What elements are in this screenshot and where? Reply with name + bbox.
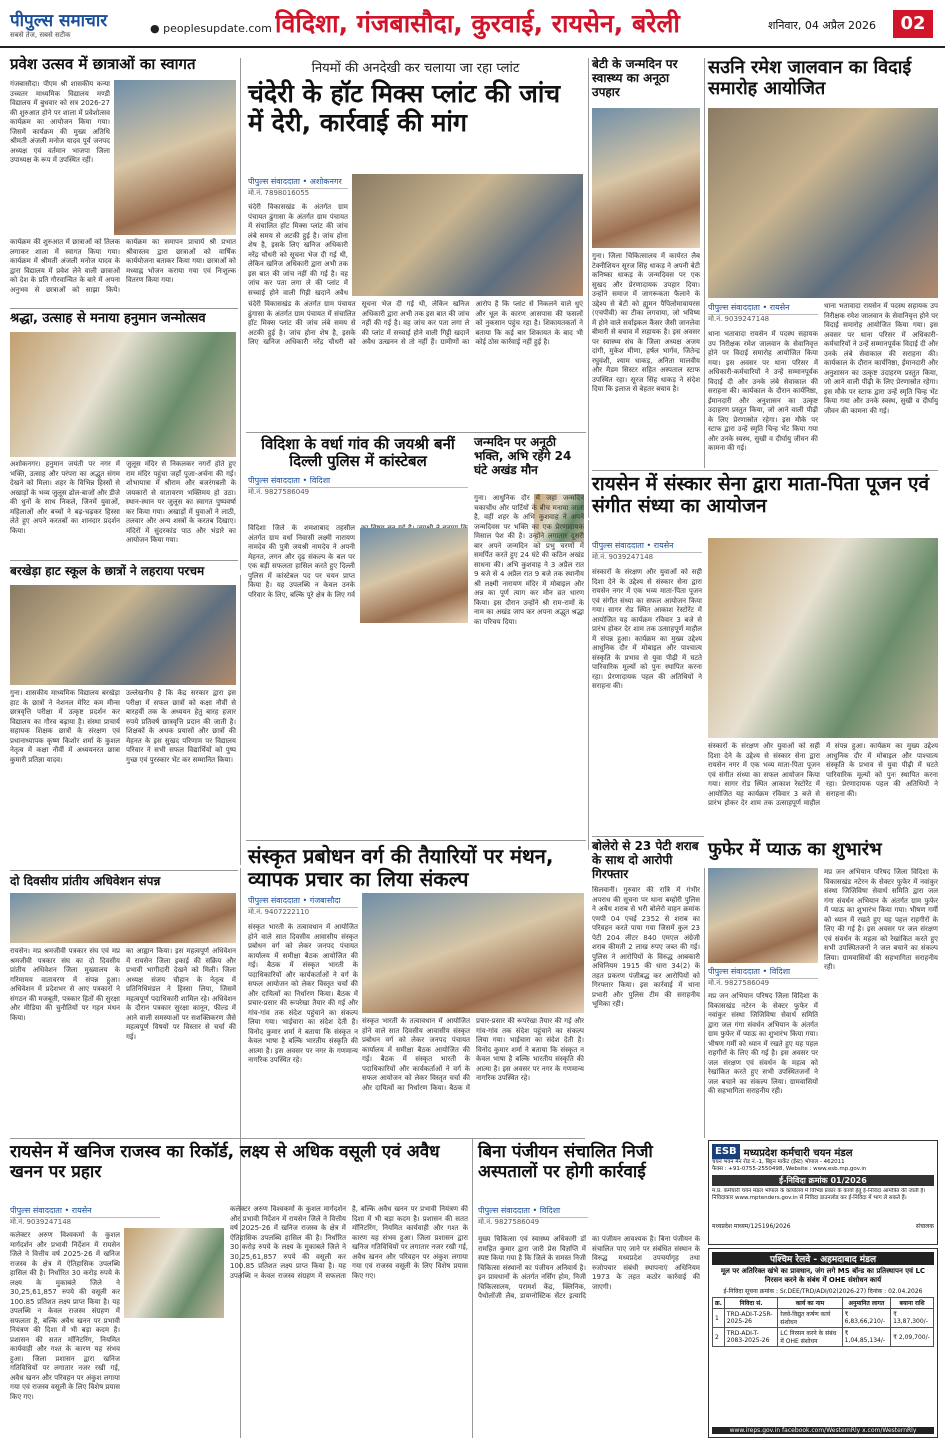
article-lead: गुना। शासकीय माध्यमिक विद्यालय बरखेड़ा हाट के छात्रों ने नेशनल मेरिट कम मीन्स छात्रवृत्ति परीक्षा में उत्कृष्ट प्रदर्शन कर विद्यालय का गौरव बढ़ाया है। संस्था प्राचार्य सहायक शिक्षक छात्रों के संरक्षण एवं प्रधानाध्यापक कृष्ण किशोर शर्मा के कुशल नेतृत्व में कक्षा नौवीं में अध्ययनरत छात्रा कुमारी प्रतिज्ञा यादव।	[10, 689, 120, 764]
website-url[interactable]	[150, 22, 272, 35]
article-ramesh-vidai	[708, 58, 938, 468]
col-header: कार्य का नाम	[778, 1298, 842, 1309]
article-body: कार्यक्रम की शुरुआत में छात्राओं को तिलक लगाकर शाला में स्वागत किया गया। कार्यक्रम में श्रीमती अंजली मनोज यादव के द्वारा विद्यालय में प्रवेश लेने वाली छात्राओं को देश के प्रति गौरवान्वित के बारे में अपना अनुभव से छात्राओं को साझा किये। कार्यक्रम का समापन प्राचार्य श्री प्रभात श्रीवास्तव द्वारा छात्राओं को वार्षिक कार्ययोजना बताकर किया गया। छात्राओं को मध्याह्न भोजन कराया गया एवं निःशुल्क वितरण किया गया।	[10, 238, 236, 294]
ad-title: मध्यप्रदेश कर्मचारी चयन मंडल	[743, 1147, 853, 1159]
col-header: अनुमानित लागत	[842, 1298, 891, 1309]
phone: मो.नं. 9039247148	[592, 553, 654, 561]
phone: मो.नं. 7898016055	[248, 189, 310, 197]
table-row	[713, 1328, 934, 1347]
table-cell: ₹ 1,04,85,134/-	[842, 1328, 891, 1347]
headline: विदिशा के वर्धा गांव की जयश्री बनीं दिल्ली पुलिस में कांस्टेबल	[261, 435, 455, 471]
col-header: निविदा सं.	[724, 1298, 777, 1309]
ad-esb-tender	[708, 1140, 938, 1245]
article-beti-janmdin	[592, 58, 700, 498]
byline: पीपुल्स संवाददाता • गंजबासौदा	[248, 895, 358, 908]
table-cell: रेलवे-विद्युत कर्षण कार्य संशोधन	[778, 1309, 842, 1328]
ad-footer: www.ireps.gov.in facebook.com/WesternRly x.com/WesternRly	[712, 1427, 934, 1434]
article-body: थाना भतावादा रायसेन में पदस्थ सहायक उप निरीक्षक रमेश जालवान के सेवानिवृत्त होने पर विदाई समारोह आयोजित किया गया। इस अवसर पर थाना परिसर में अधिकारी-कर्मचारियों ने उन्हें सम्मानपूर्वक विदाई दी और उनके लंबे सेवाकाल की सराहना की। कार्यकाल के दौरान कार्यनिष्ठा, ईमानदारी और अनुशासन का उत्कृष्ट उदाहरण प्रस्तुत किया, जो आने वाली पीढ़ी के लिए प्रेरणास्रोत रहेगा। इस मौके पर स्टाफ द्वारा उन्हें स्मृति चिन्ह भेंट किया गया और उनके स्वस्थ, सुखी व दीर्घायु जीवन की कामना की गई।	[824, 302, 938, 415]
byline-box	[10, 1205, 160, 1227]
article-bolero-sharab	[592, 840, 700, 1135]
globe-icon: ●	[150, 22, 160, 35]
masthead	[0, 0, 945, 48]
ad-phone: फैक्स : +91-0755-2550498, Website : www.esb.mp.gov.in	[712, 1166, 867, 1172]
ad-sign: संचालक	[915, 1223, 934, 1230]
table-cell: ₹ 6,83,66,210/-	[842, 1309, 891, 1328]
byline: पीपुल्स संवाददाता • रायसेन	[592, 540, 702, 553]
photo-farewell	[708, 108, 938, 298]
phone: मो.नं. 9827586049	[478, 1218, 540, 1226]
article-fufer-pyau	[708, 840, 938, 1130]
table-cell: 2	[713, 1328, 725, 1347]
article-lead: अशोकनगर। हनुमान जयंती पर नगर में भक्ति, उत्साह और परंपरा का अद्भुत संगम देखने को मिला। शहर के विभिन्न हिस्सों से अखाड़ों के भव्य जुलूस ढोल-बाजों और डीजे की धुनों के साथ निकले, जिनमें युवाओं, महिलाओं और बच्चों ने बढ़-चढ़कर हिस्सा लेते हुए अपने करतबों का शानदार प्रदर्शन किया।	[10, 460, 120, 535]
article-hanuman-jayanti	[10, 312, 236, 557]
byline: पीपुल्स संवाददाता • विदिशा	[478, 1205, 588, 1218]
table-cell: TRD-ADI-T-2083-2025-26	[724, 1328, 777, 1347]
headline: दो दिवसीय प्रांतीय अधिवेशन संपन्न	[10, 874, 161, 888]
byline-box	[248, 176, 348, 198]
headline: फुफेर में प्याऊ का शुभारंभ	[708, 839, 882, 860]
article-body: गुना। जिला चिकित्सालय में कार्यरत लैब टेक्नीशियन सूरज सिंह धाकड़ ने अपनी बेटी कनिष्का धाकड़ के जन्मदिवस पर एक सुखद और प्रेरणादायक उपहार दिया। उन्होंने समाज में जागरूकता फैलाने के उद्देश्य से बेटी को ह्यूमन पैपिलोमावायरस (एचपीवी) का टीका लगवाया, जो भविष्य में होने वाले सर्वाइकल कैंसर जैसी जानलेवा बीमारी से बचाव में सहायक है। इस अवसर पर स्वास्थ्य संघ के जिला अध्यक्ष अजय दांगी, मुकेश मीणा, हर्षल भार्गव, जितेन्द्र रघुवंशी, श्याम धाकड़, अनिता मालवीय और मैडम सिस्टर सहित अस्पताल स्टाफ उपस्थित रहा। सूरज सिंह धाकड़ ने संदेश दिया कि इलाज से बेहतर बचाव है।	[592, 252, 700, 393]
ad-ref: ई-निविदा सूचना क्रमांक : Sr.DEE/TRD/ADI/02(2026-27) दिनांक : 02.04.2026	[723, 1288, 923, 1295]
article-lead: रायसेन। मप्र श्रमजीवी पत्रकार संघ एवं मप्र श्रमजीवी पत्रकार संघ का दो दिवसीय प्रांतीय अधिवेशन जिला मुख्यालय के गरिमामय वातावरण में संपन्न हुआ। अधिवेशन में प्रदेशभर से आए पत्रकारों ने संगठन की मजबूती, पत्रकार हितों की सुरक्षा और मीडिया की चुनौतियों पर गहन मंथन किया।	[10, 947, 120, 1022]
headline: संस्कृत प्रबोधन वर्ग की तैयारियों पर मंथन, व्यापक प्रचार का लिया संकल्प	[248, 844, 554, 891]
article-body: सिलवानी। गुरुवार की रात्रि में गंभीर अपराध की सूचना पर थाना बम्होरी पुलिस ने अवैध शराब से भरी बोलेरो वाहन क्रमांक एमपी 04 एचई 2352 से शराब का परिवहन करते पाया गया जिसमें कुल 23 पेटी 204 लीटर 840 एमएल अंग्रेजी शराब कीमती 2 लाख रुपए जब्त की गई। पुलिस ने आरोपियों के विरुद्ध आबकारी अधिनियम 1915 की धारा 34(2) के तहत प्रकरण पंजीबद्ध कर आरोपियों को गिरफ्तार किया। इस कार्रवाई में थाना प्रभारी और पुलिस टीम की सराहनीय भूमिका रही।	[592, 886, 700, 1008]
headline: बेटी के जन्मदिन पर स्वास्थ्य का अनूठा उपहार	[592, 57, 678, 99]
article-body: गुना। आधुनिक दौर में जहां जन्मदिन चकाचौंध और पार्टियों के बीच मनाया जाता है, वहीं शहर के अभि कुशवाह ने अपने जन्मदिवस पर भक्ति का एक प्रेरणादायक मिसाल पेश की है। उन्होंने लगातार दूसरी बार अपने जन्मदिन को प्रभु चरणों में समर्पित करते हुए 24 घंटे की कठिन अखंड साधना की। अभि कुशवाह ने 3 अप्रैल रात 9 बजे से 4 अप्रैल रात 9 बजे तक स्थानीय श्री लक्ष्मी नारायण मंदिर में मोबाइल और अन्न का पूर्ण त्याग कर मौन व्रत धारण किया। इस दौरान उन्होंने श्री राम-रामों के नाम का अखंड जाप कर अपना अद्भुत श्रद्धा का परिचय दिया।	[474, 494, 584, 626]
article-body: कलेक्टर अरुण विश्वकर्मा के कुशल मार्गदर्शन और प्रभावी निर्देशन में रायसेन जिले ने वित्तीय वर्ष 2025-26 में खनिज राजस्व के क्षेत्र में ऐतिहासिक उपलब्धि हासिल की है। निर्धारित 30 करोड़ रुपये के लक्ष्य के मुकाबले जिले ने 30,25,61,857 रुपये की वसूली कर 100.85 प्रतिशत लक्ष्य प्राप्त किया है। यह उपलब्धि न केवल राजस्व संग्रहण में सफलता है, बल्कि अवैध खनन पर प्रभावी नियंत्रण की दिशा में भी बड़ा कदम है। प्रशासन की सतत मॉनिटरिंग, नियमित कार्यवाही और गश्त के कारण यह संभव हुआ। जिला प्रशासन द्वारा खनिज गतिविधियों पर लगातार नजर रखी गई, अवैध खनन और परिवहन पर अंकुश लगाया गया एवं राजस्व वसूली के लिए विशेष प्रयास किए गए।	[230, 1205, 468, 1280]
photo-pujan	[708, 538, 938, 738]
article-barkheda-school	[10, 565, 236, 810]
table-cell: ₹ 2,09,700/-	[891, 1328, 934, 1347]
table-cell: LC निरसन करने के संबंध में OHE संशोधन	[778, 1328, 842, 1347]
photo-jayshree	[360, 528, 468, 623]
article-body: उल्लेखनीय है कि केंद्र सरकार द्वारा इस परीक्षा में सफल छात्रों को कक्षा नौवीं से बारहवीं तक के अध्ययन हेतु बारह हजार रुपये प्रतिवर्ष छात्रवृत्ति प्रदान की जाती है। शिक्षकों के अथक प्रयासों और छात्रों की मेहनत के इस सुखद परिणाम पर विद्यालय परिवार ने सभी सफल विद्यार्थियों को पुष्प गुच्छ एवं पुरस्कार भेंट कर सम्मानित किया।	[126, 689, 236, 764]
url-text: peoplesupdate.com	[163, 22, 272, 35]
article-sanskrit-prabodhan	[248, 845, 584, 1135]
byline-box	[248, 895, 358, 917]
headline: जन्मदिन पर अनूठी भक्ति, अभि रहेंगे 24 घंटे अखंड मौन	[474, 435, 572, 477]
phone: मो.नं. 9039247148	[10, 1218, 72, 1226]
issue-date: शनिवार, 04 अप्रैल 2026	[768, 19, 876, 32]
ad-railway-tender	[708, 1248, 938, 1438]
phone: मो.नं. 9039247148	[708, 315, 770, 323]
byline: पीपुल्स संवाददाता • रायसेन	[708, 302, 818, 315]
logo-text: पीपुल्स समाचार	[10, 11, 108, 31]
article-body: का आह्वान किया। इस महत्वपूर्ण अधिवेशन में रायसेन जिला इकाई की सक्रिय और प्रभावी भागीदारी देखने को मिली। जिला अध्यक्ष संजय चौहान के नेतृत्व में प्रतिनिधिमंडल ने हिस्सा लिया, जिसमें महत्वपूर्ण पदाधिकारी शामिल रहे। अधिवेशन के दौरान पत्रकार सुरक्षा कानून, फील्ड में आने वाली समस्याओं पर सशक्तिकरण जैसे महत्वपूर्ण विषयों पर विस्तार से चर्चा की गई।	[126, 947, 236, 1041]
article-body: मप्र जन अभियान परिषद जिला विदिशा के विकासखंड नटेरन के सेक्टर फुफेर में नवांकुर संस्था जिजिविषा सेवार्थ समिति द्वारा जल गंगा संवर्धन अभियान के अंतर्गत ग्राम फुफेर में प्याऊ का शुभारंभ किया गया। भीषण गर्मी को ध्यान में रखते हुए यह पहल राहगीरों के लिए की गई है। इस अवसर पर जल संरक्षण एवं संवर्धन के महत्व को रेखांकित करते हुए सभी उपस्थितजनों ने जल बचाने का संकल्प लिया। ग्रामवासियों की सहभागिता सराहनीय रही।	[824, 868, 938, 971]
page-number: 02	[893, 10, 933, 38]
table-header-row	[713, 1298, 934, 1309]
phone: मो.नं. 9827586049	[248, 487, 310, 496]
article-lead: थाना भतावादा रायसेन में पदस्थ सहायक उप निरीक्षक रमेश जालवान के सेवानिवृत्त होने पर विदाई समारोह आयोजित किया गया। इस अवसर पर थाना परिसर में अधिकारी-कर्मचारियों ने उन्हें सम्मानपूर्वक विदाई दी और उनके लंबे सेवाकाल की सराहना की। कार्यकाल के दौरान कार्यनिष्ठा, ईमानदारी और अनुशासन का उत्कृष्ट उदाहरण प्रस्तुत किया, जो आने वाली पीढ़ी के लिए प्रेरणास्रोत रहेगा। इस मौके पर स्टाफ द्वारा उन्हें स्मृति चिन्ह भेंट किया गया और उनके स्वस्थ, सुखी व दीर्घायु जीवन की कामना की गई।	[708, 330, 818, 452]
esb-logo: ESB	[712, 1144, 740, 1159]
photo-vaccination	[592, 108, 700, 248]
ad-body: म.प्र. कर्मचारी चयन मंडल भोपाल के कार्यालय में विभिन्न प्रकार के कार्यों हेतु ई-निविदा आमंत्रित की जाती है। निविदाकार www.mptenders.gov.in से निविदा डाउनलोड कर ई-निविदा में भाग ले सकते हैं।	[712, 1188, 926, 1201]
article-khanij-rajasva	[10, 1143, 468, 1438]
byline: पीपुल्स संवाददाता • विदिशा	[708, 966, 818, 979]
col-header: क्र.	[713, 1298, 725, 1309]
page-cities: विदिशा, गंजबासौदा, कुरवाई, रायसेन, बरेली	[275, 6, 705, 40]
ad-subtitle: मूल पर अतिरिक्त खंभे का प्रावधान, जंग लगे MS बॉन्ड का प्रतिस्थापन एवं LC निरसन करने के संबंध में OHE संशोधन कार्य	[720, 1267, 926, 1284]
photo-students-award	[10, 585, 236, 685]
article-lead: संस्कृत भारती के तत्वावधान में आयोजित होने वाले सात दिवसीय आवासीय संस्कृत प्रबोधन वर्ग को लेकर जनपद पंचायत कार्यालय में समीक्षा बैठक आयोजित की गई। बैठक में संस्कृत भारती के पदाधिकारियों और कार्यकर्ताओं ने वर्ग के सफल आयोजन को लेकर विस्तृत चर्चा की और दायित्वों का निर्धारण किया। बैठक में प्रचार-प्रसार की रूपरेखा तैयार की गई और गांव-गांव तक संदेश पहुंचाने का संकल्प लिया गया। भाईचारा का संदेश देती है। विनोद कुमार शर्मा ने बताया कि संस्कृत न केवल भाषा है बल्कि भारतीय संस्कृति की आत्मा है। इस अवसर पर नगर के गणमान्य नागरिक उपस्थित रहे।	[248, 923, 358, 1064]
phone: मो.नं. 9827586049	[708, 979, 770, 987]
article-hospitals	[478, 1143, 700, 1438]
photo-conference	[10, 893, 236, 943]
article-abhi-maun	[474, 436, 584, 831]
byline-box	[708, 966, 818, 988]
col-header: बयाना राशि	[891, 1298, 934, 1309]
article-body: जुलूस मंदिर से निकलकर नगरों होते हुए राम मंदिर पहुंचा जहाँ पूजा-अर्चना की गई। शोभायात्रा में श्रीराम और बजरंगबली के जयकारों से वातावरण भक्तिमय हो उठा। स्थान-स्थान पर जुलूस का स्वागत पुष्पवर्षा कर किया गया। अखाड़ों में युवाओं ने लाठी, तलवार और अन्य शस्त्रों के करतब दिखाए। मंदिरों में सुंदरकांड पाठ और भंडारे का आयोजन किया गया।	[126, 460, 236, 544]
article-jayshree-police	[248, 436, 468, 861]
tender-table	[712, 1297, 934, 1347]
kicker: नियमों की अनदेखी कर चलाया जा रहा प्लांट	[311, 61, 520, 76]
article-pravesh-utsav	[10, 56, 236, 306]
byline-box	[478, 1205, 588, 1227]
article-body: विदिशा जिले के शमशाबाद तहसील अंतर्गत ग्राम वर्धा निवासी लक्ष्मी नारायण नामदेव की पुत्री जयश्री नामदेव ने अपनी मेहनत, लगन और दृढ़ संकल्प के बल पर एक बड़ी सफलता हासिल करते हुए दिल्ली पुलिस में कांस्टेबल पद पर चयन प्राप्त किया है। यह उपलब्धि न केवल उनके परिवार के लिए, बल्कि पूरे क्षेत्र के लिए गर्व	[248, 524, 355, 599]
table-cell: ₹ 13,87,300/-	[891, 1309, 934, 1328]
article-lead: कलेक्टर अरुण विश्वकर्मा के कुशल मार्गदर्शन और प्रभावी निर्देशन में रायसेन जिले ने वित्तीय वर्ष 2025-26 में खनिज राजस्व के क्षेत्र में ऐतिहासिक उपलब्धि हासिल की है। निर्धारित 30 करोड़ रुपये के लक्ष्य के मुकाबले जिले ने 30,25,61,857 रुपये की वसूली कर 100.85 प्रतिशत लक्ष्य प्राप्त किया है। यह उपलब्धि न केवल राजस्व संग्रहण में सफलता है, बल्कि अवैध खनन पर प्रभावी नियंत्रण की दिशा में भी बड़ा कदम है। प्रशासन की सतत मॉनिटरिंग, नियमित कार्यवाही और गश्त के कारण यह संभव हुआ। जिला प्रशासन द्वारा खनिज गतिविधियों पर लगातार नजर रखी गई, अवैध खनन और परिवहन पर अंकुश लगाया गया एवं राजस्व वसूली के लिए विशेष प्रयास किए गए।	[10, 1231, 120, 1401]
headline: सउनि रमेश जालवान का विदाई समारोह आयोजित	[708, 57, 912, 99]
article-body: संस्कारों के संरक्षण और युवाओं को सही दिशा देने के उद्देश्य से संस्कार सेना द्वारा रायसेन नगर में एक भव्य माता-पिता पूजन एवं संगीत संध्या का सफल आयोजन किया गया। सागर रोड स्थित आकाश रेस्टोरेंट में आयोजित यह कार्यक्रम रविवार 3 बजे से प्रारंभ होकर देर शाम तक उत्साहपूर्ण माहौल में संपन्न हुआ। कार्यक्रम का मुख्य उद्देश्य आधुनिक दौर में मोबाइल और पाश्चात्य संस्कृति के प्रभाव से युवा पीढ़ी में घटते पारिवारिक मूल्यों को पुनः स्थापित करना रहा। प्रेरणादायक पहल की अतिथियों ने सराहना की।	[708, 742, 938, 807]
byline: पीपुल्स संवाददाता • अशोकनगर	[248, 176, 348, 189]
photo-students	[114, 80, 236, 235]
article-lead: संस्कारों के संरक्षण और युवाओं को सही दिशा देने के उद्देश्य से संस्कार सेना द्वारा रायसेन नगर में एक भव्य माता-पिता पूजन एवं संगीत संध्या का सफल आयोजन किया गया। सागर रोड स्थित आकाश रेस्टोरेंट में आयोजित यह कार्यक्रम रविवार 3 बजे से प्रारंभ होकर देर शाम तक उत्साहपूर्ण माहौल में संपन्न हुआ। कार्यक्रम का मुख्य उद्देश्य आधुनिक दौर में मोबाइल और पाश्चात्य संस्कृति के प्रभाव से युवा पीढ़ी में घटते पारिवारिक मूल्यों को पुनः स्थापित करना रहा। प्रेरणादायक पहल की अतिथियों ने सराहना की।	[592, 568, 702, 690]
photo-procession	[10, 332, 236, 457]
headline: बरखेड़ा हाट स्कूल के छात्रों ने लहराया परचम	[10, 564, 205, 578]
headline: रायसेन में संस्कार सेना द्वारा माता-पिता पूजन एवं संगीत संध्या का आयोजन	[592, 473, 930, 517]
headline: बोलेरो से 23 पेटी शराब के साथ दो आरोपी गिरफ्तार	[592, 839, 699, 881]
ad-footer: मध्यप्रदेश माध्यम/125196/2026	[712, 1223, 791, 1230]
ad-address: चयन भवन मेन रोड नं.-1, बिट्टन मार्केट (ईस्ट) भोपाल - 462011	[712, 1159, 845, 1165]
article-body: चंदेरी विकासखंड के अंतर्गत ग्राम पंचायत ढुंगासा के अंतर्गत ग्राम पंचायत में संचालित हॉट मिक्स प्लांट की जांच लंबे समय से अटकी हुई है। जांच होना शेष है, इसके लिए खनिज अधिकारी नरेंद्र चौधरी को सूचना भेज दी गई थी, लेकिन खनिज अधिकारी द्वारा अभी तक इस बात की जांच नहीं की गई है। वह जांच कर पता लगा ले की प्लांट में सच्चाई होने वाली गिट्टी खदानें अवैध उत्खनन से तो नहीं हैं। ग्रामीणों का आरोप है कि प्लांट से निकलने वाले धुएं और धूल के कारण आसपास की फसलों को नुकसान पहुंच रहा है। शिकायतकर्ता ने बताया कि कई बार शिकायत के बाद भी कोई ठोस कार्रवाई नहीं हुई है।	[248, 300, 583, 346]
byline-box	[708, 302, 818, 324]
article-lead: चंदेरी विकासखंड के अंतर्गत ग्राम पंचायत ढुंगासा के अंतर्गत ग्राम पंचायत में संचालित हॉट मिक्स प्लांट की जांच लंबे समय से अटकी हुई है। जांच होना शेष है, इसके लिए खनिज अधिकारी नरेंद्र चौधरी को सूचना भेज दी गई थी, लेकिन खनिज अधिकारी द्वारा अभी तक इस बात की जांच नहीं की गई है। वह जांच कर पता लगा ले की प्लांट में सच्चाई होने वाली गिट्टी खदानें अवैध	[248, 203, 348, 296]
ad-title: पश्चिम रेलवे - अहमदाबाद मंडल	[712, 1252, 934, 1265]
article-lead: गंजबासौदा। पीएम श्री शासकीय कन्या उच्चतर माध्यमिक विद्यालय मण्डी विद्यालय में बुधवार को सत्र 2026-27 की शुरुआत होने पर शाला में प्रवेशोत्सव कार्यक्रम का आयोजन किया गया। जिसमें कार्यक्रम की मुख्य अतिथि श्रीमती अंजली मनोज यादव पूर्व जनपद अध्यक्ष एवं वर्तमान भाजपा जिला उपाध्यक्ष के रूप में उपस्थित रहीं।	[10, 80, 110, 164]
article-body: संस्कृत भारती के तत्वावधान में आयोजित होने वाले सात दिवसीय आवासीय संस्कृत प्रबोधन वर्ग को लेकर जनपद पंचायत कार्यालय में समीक्षा बैठक आयोजित की गई। बैठक में संस्कृत भारती के पदाधिकारियों और कार्यकर्ताओं ने वर्ग के सफल आयोजन को लेकर विस्तृत चर्चा की और दायित्वों का निर्धारण किया। बैठक में प्रचार-प्रसार की रूपरेखा तैयार की गई और गांव-गांव तक संदेश पहुंचाने का संकल्प लिया गया। भाईचारा का संदेश देती है। विनोद कुमार शर्मा ने बताया कि संस्कृत न केवल भाषा है बल्कि भारतीय संस्कृति की आत्मा है। इस अवसर पर नगर के गणमान्य नागरिक उपस्थित रहे।	[362, 1017, 584, 1092]
headline: प्रवेश उत्सव में छात्राओं का स्वागत	[10, 55, 196, 73]
photo-hot-mix-plant	[352, 174, 583, 296]
article-lead: मप्र जन अभियान परिषद जिला विदिशा के विकासखंड नटेरन के सेक्टर फुफेर में नवांकुर संस्था जिजिविषा सेवार्थ समिति द्वारा जल गंगा संवर्धन अभियान के अंतर्गत ग्राम फुफेर में प्याऊ का शुभारंभ किया गया। भीषण गर्मी को ध्यान में रखते हुए यह पहल राहगीरों के लिए की गई है। इस अवसर पर जल संरक्षण एवं संवर्धन के महत्व को रेखांकित करते हुए सभी उपस्थितजनों ने जल बचाने का संकल्प लिया। ग्रामवासियों की सहभागिता सराहनीय रही।	[708, 992, 818, 1095]
article-body: मुख्य चिकित्सा एवं स्वास्थ्य अधिकारी डॉ रामहित कुमार द्वारा जारी प्रेस विज्ञप्ति में स्पष्ट किया गया है कि जिले के समस्त निजी चिकित्सा संस्थानों का पंजीयन अनिवार्य है। इन प्रावधानों के अंतर्गत नर्सिंग होम, निजी चिकित्सालय, परामर्श केंद्र, क्लिनिक, पैथोलॉजी लैब, डायग्नोस्टिक सेंटर इत्यादि का पंजीयन आवश्यक है। बिना पंजीयन के संचालित पाए जाने पर संबंधित संस्थान के विरुद्ध मध्यप्रदेश उपचर्यागृह तथा रुजोपचार संबंधी स्थापनाएं अधिनियम 1973 के तहत कठोर कार्रवाई की जाएगी।	[478, 1235, 700, 1300]
photo-building	[124, 1228, 224, 1318]
headline: बिना पंजीयन संचालित निजी अस्पतालों पर होगी कार्रवाई	[478, 1142, 653, 1182]
byline: पीपुल्स संवाददाता • विदिशा	[248, 475, 468, 488]
table-row	[713, 1309, 934, 1328]
byline-box	[592, 540, 702, 562]
phone: मो.नं. 9407222110	[248, 908, 310, 916]
photo-meeting	[362, 893, 584, 1013]
article-adhiveshan	[10, 875, 236, 1140]
logo-tagline: सबसे तेज, सबसे सटीक	[10, 31, 71, 39]
ad-heading: ई-निविदा क्रमांक 01/2026	[712, 1175, 934, 1186]
headline: श्रद्धा, उत्साह से मनाया हनुमान जन्मोत्सव	[10, 311, 206, 326]
headline: रायसेन में खनिज राजस्व का रिकॉर्ड, लक्ष्य से अधिक वसूली एवं अवैध खनन पर प्रहार	[10, 1142, 440, 1182]
byline: पीपुल्स संवाददाता • रायसेन	[10, 1205, 160, 1218]
headline: चंदेरी के हॉट मिक्स प्लांट की जांच में देरी, कार्रवाई की मांग	[248, 79, 561, 137]
photo-pyau	[708, 868, 818, 963]
newspaper-logo	[10, 8, 107, 40]
table-cell: 1	[713, 1309, 725, 1328]
article-sanskar-sena	[592, 474, 938, 834]
table-cell: TRD-ADI-T-25R-2025-26	[724, 1309, 777, 1328]
